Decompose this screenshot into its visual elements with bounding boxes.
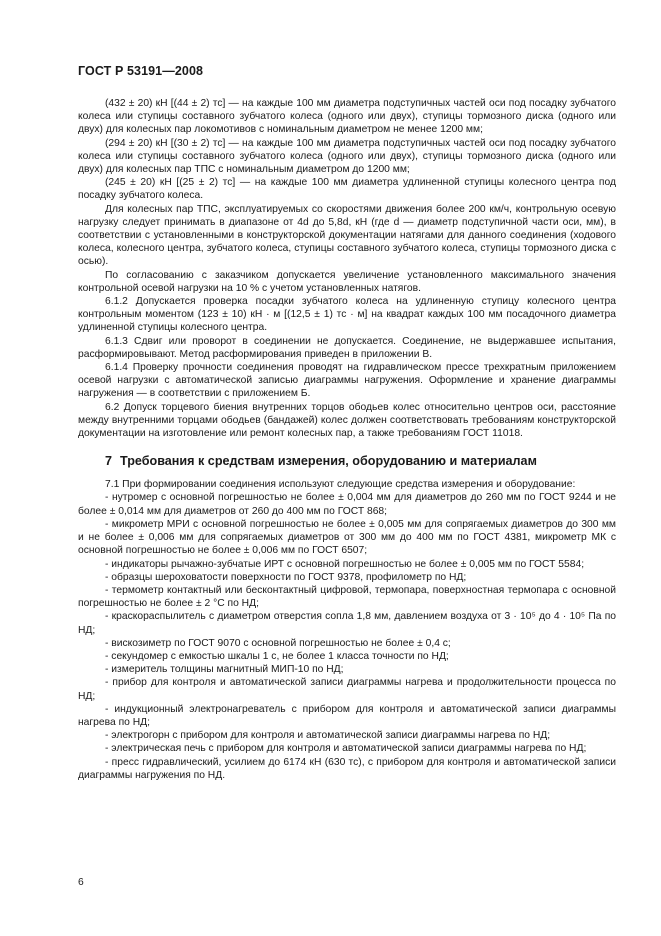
list-item: - термометр контактный или бесконтактный цифровой, термопара, поверхностная термопара с основной погрешностью не более ± 2 °С по НД; — [78, 584, 616, 610]
list-item: - прибор для контроля и автоматической записи диаграммы нагрева и продолжительности процесса по НД; — [78, 677, 616, 702]
list-item: - вискозиметр по ГОСТ 9070 с основной погрешностью не более ± 0,4 с; — [105, 637, 451, 649]
list-item: - измеритель толщины магнитный МИП-10 по НД; — [105, 664, 344, 676]
paragraph: 6.1.4 Проверку прочности соединения проводят на гидравлическом прессе трехкратным приложением осевой нагрузки с автоматической записью диаграммы нагружения. Оформление и хранение диаграммы нагружения — в соответствии с приложением Б. — [78, 362, 616, 400]
list-item: - секундомер с емкостью шкалы 1 с, не более 1 класса точности по НД; — [105, 650, 449, 662]
paragraph: 6.2 Допуск торцевого биения внутренних торцов ободьев колес относительно центров оси, расстояние между внутренними торцами ободьев (бандажей) колес должен соответствовать требованиям конструкторской документации на изготовление или ремонт колесных пар, а также требованиям ГОСТ 11018. — [78, 401, 616, 440]
paragraph: 6.1.3 Сдвиг или проворот в соединении не допускается. Соединение, не выдержавшее испытания, расформировывают. Метод расформирования приведен в приложении В. — [78, 335, 616, 360]
paragraph: Для колесных пар ТПС, эксплуатируемых со скоростями движения более 200 км/ч, контрольную осевую нагрузку следует принимать в диапазоне от 4d до 5,8d, кН (где d — диаметр подступичной части оси, мм), в соответствии с установленными в конструкторской документации натягами для данного соединения (ходового колеса, колесного центра, зубчатого колеса, ступицы составного зубчатого колеса, ступицы тормозного диска с осью). — [78, 203, 616, 268]
paragraph: (294 ± 20) кН [(30 ± 2) тс] — на каждые 100 мм диаметра подступичных частей оси под посадку зубчатого колеса или ступицы составного зубчатого колеса (одного или двух), ступицы тормозного диска (одного или двух) для колесных пар ТПС с номинальным диаметром до 1200 мм; — [78, 137, 616, 176]
list-item: - индукционный электронагреватель с прибором для контроля и автоматической записи диаграммы нагрева по НД; — [78, 703, 616, 728]
list-item: - краскораспылитель с диаметром отверстия сопла 1,8 мм, давлением воздуха от 3 · 10⁵ до 4 · 10⁵ Па по НД; — [78, 611, 616, 636]
list-item: - электрическая печь с прибором для контроля и автоматической записи диаграммы нагрева по НД; — [105, 743, 587, 755]
paragraph: (245 ± 20) кН [(25 ± 2) тс] — на каждые 100 мм диаметра удлиненной ступицы колесного центра под посадку зубчатого колеса. — [78, 177, 616, 202]
list-item: - образцы шероховатости поверхности по ГОСТ 9378, профилометр по НД; — [105, 571, 467, 583]
document-body — [78, 97, 616, 782]
paragraph: (432 ± 20) кН [(44 ± 2) тс] — на каждые 100 мм диаметра подступичных частей оси под посадку зубчатого колеса или ступицы составного зубчатого колеса (одного или двух), ступицы тормозного диска (одного или двух) для колесных пар локомотивов с номинальным диаметром не менее 1200 мм; — [78, 98, 616, 136]
section-intro: 7.1 При формировании соединения используют следующие средства измерения и оборудование: — [105, 479, 576, 491]
list-item: - пресс гидравлический, усилием до 6174 кН (630 тс), с прибором для контроля и автоматической записи диаграммы нагружения по НД. — [78, 756, 616, 781]
document-header: ГОСТ Р 53191—2008 — [78, 64, 204, 78]
section-title: Требования к средствам измерения, оборудованию и материалам — [120, 454, 537, 469]
list-item: - электрогорн с прибором для контроля и автоматической записи диаграммы нагрева по НД; — [105, 730, 551, 742]
list-item: - микрометр МРИ с основной погрешностью не более ± 0,005 мм для сопрягаемых диаметров до 300 мм и не более ± 0,006 мм для сопрягаемых диаметров от 300 мм до 400 мм по ГОСТ 4381, микрометр МК с основной погрешностью не более ± 0,006 мм по ГОСТ 6507; — [78, 518, 616, 557]
section-number: 7 — [105, 454, 113, 469]
paragraph: 6.1.2 Допускается проверка посадки зубчатого колеса на удлиненную ступицу колесного центра контрольным моментом (123 ± 10) кН · м [(12,5 ± 1) тс · м] на квадрат каждых 100 мм посадочного диаметра удлиненной ступицы колесного центра. — [78, 296, 616, 334]
section-heading — [78, 454, 616, 469]
paragraph: По согласованию с заказчиком допускается увеличение установленного максимального значения контрольной осевой нагрузки на 10 % с учетом установленных натягов. — [78, 269, 616, 294]
page-number: 6 — [78, 877, 84, 888]
list-item: - индикаторы рычажно-зубчатые ИРТ с основной погрешностью не более ± 0,005 мм по ГОСТ 5584; — [105, 558, 585, 570]
list-item: - нутромер с основной погрешностью не более ± 0,004 мм для диаметров до 260 мм по ГОСТ 9244 и не более ± 0,014 мм для диаметров от 260 до 400 мм по ГОСТ 868; — [78, 492, 616, 517]
